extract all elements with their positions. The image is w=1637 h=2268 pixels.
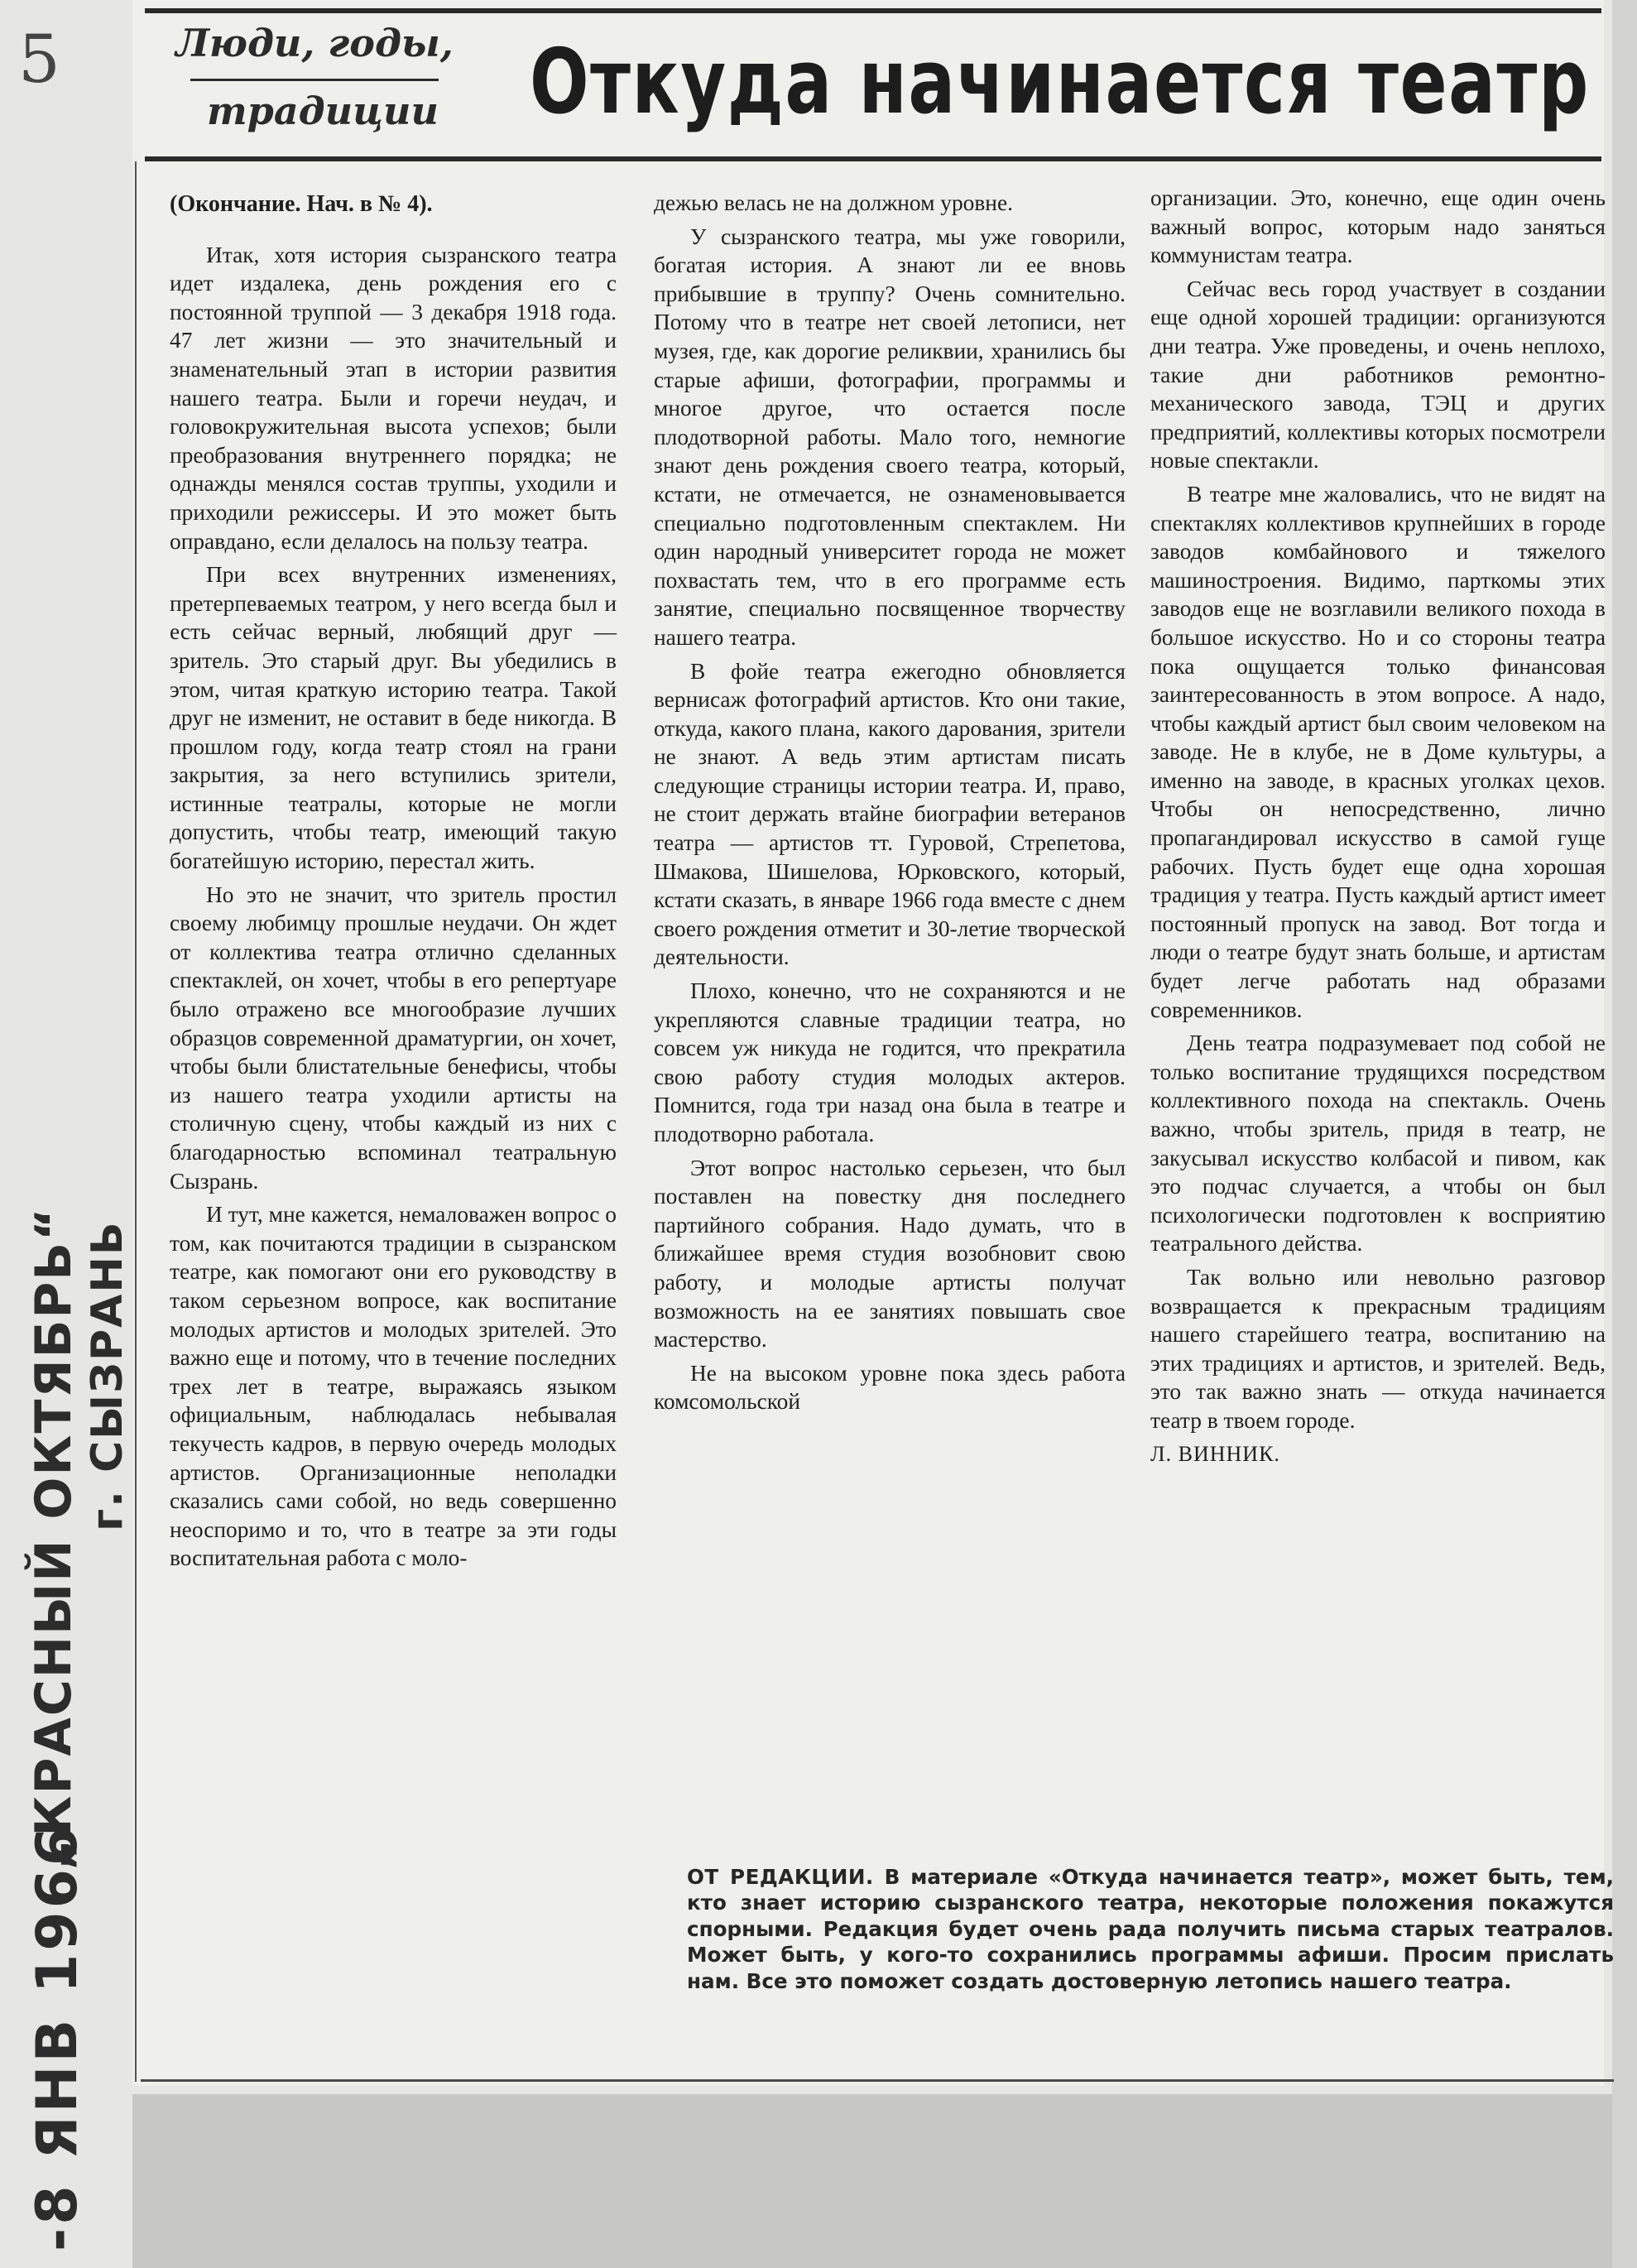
paragraph: Итак, хотя история сызранского театра идет издалека, день рождения его с постоянной труппой — 3 декабря 1918 года. 47 лет жизни — это значительный и знаменательный этап в истории развития нашего театра. Были и горечи неудач, и головокружительная высота успехов; были преобразования внутреннего порядка; не однажды менялся состав труппы, уходили и приходили режиссеры. И это может быть оправдано, если делалось на пользу театра. — [170, 242, 617, 554]
article-column-1 — [170, 190, 617, 1573]
paragraph: Этот вопрос настолько серьезен, что был поставлен на повестку дня последнего партийного собрания. Надо думать, что в ближайшее время студия возобновит свою работу, и молодые артисты получат возможность на ее занятиях повышать свое мастерство. — [654, 1155, 1126, 1353]
rubric-line-2: традиции — [207, 89, 439, 133]
paragraph: И тут, мне кажется, немаловажен вопрос о том, как почитаются традиции в сызранском театре, как помогают они его руководству в таком серьезном вопросе, как воспитание молодых артистов и молодых зрителей. Это важно еще и потому, что в течение последних трех лет в театре, выражаясь языком официальным, наблюдалась небывалая текучесть кадров, в первую очередь молодых артистов. Организационные неполадки сказались сами собой, но ведь совершенно неоспоримо и то, что в театре за эти годы воспитательная работа с моло- — [170, 1202, 617, 1571]
paragraph: Плохо, конечно, что не сохраняются и не укрепляются славные традиции театра, но совсем уж никуда не годится, что прекратила свою работу студия молодых актеров. Помнится, года три назад она была в театре и плодотворно работала. — [654, 978, 1126, 1146]
stamp-newspaper-name: „КРАСНЫЙ ОКТЯБРЬ“ — [25, 1206, 83, 1871]
editorial-text: В материале «Откуда начинается театр», может быть, тем, кто знает историю сызранского театра, некоторые положения покажутся спорными. Редакция будет очень рада получить письма старых театралов. Может быть, у кого-то сохранились программы афиши. Просим прислать нам. Все это поможет создать достоверную летопись нашего театра. — [687, 1865, 1615, 1993]
continuation-note: (Окончание. Нач. в № 4). — [170, 191, 433, 217]
author-signature: Л. ВИННИК. — [1150, 1441, 1280, 1466]
article-column-3 — [1150, 184, 1606, 1468]
article-column-2 — [654, 189, 1126, 1416]
editorial-note — [687, 1864, 1614, 1994]
stamp-city: г. СЫЗРАНЬ — [83, 1220, 132, 1531]
paragraph: День театра подразумевает под собой не только воспитание трудящихся посредством коллективного похода на спектакль. Очень важно, чтобы зритель, придя в театр, не закусывал искусство колбасой и пивом, как это подчас случается, а чтобы он был психологически подготовлен к восприятию театрального действа. — [1150, 1031, 1606, 1257]
article-headline: Откуда начинается театр — [530, 31, 1590, 134]
section-rubric — [174, 12, 455, 153]
paragraph: При всех внутренних изменениях, претерпеваемых театром, у него всегда был и есть сейчас верный, любящий друг — зритель. Это старый друг. Вы убедились в этом, читая краткую историю театра. Такой друг не изменит, не оставит в беде никогда. В прошлом году, когда театр стоял на грани закрытия, за него вступились зрители, истинные театралы, которые не могли допустить, чтобы театр, имеющий такую богатейшую историю, перестал жить. — [170, 562, 617, 874]
paragraph: В театре мне жаловались, что не видят на спектаклях коллективов крупнейших в городе заводов комбайнового и тяжелого машиностроения. Видимо, парткомы этих заводов еще не возглавили великого похода в большое искусство. Но и со стороны театра пока ощущается только финансовая заинтересованность в этом вопросе. А надо, чтобы каждый артист был своим человеком на заводе. Не в клубе, не в Доме культуры, а именно на заводе, в красных уголках цехов. Чтобы он непосредственно, лично пропагандировал искусство в самой гуще рабочих. Пусть будет еще одна хорошая традиция у театра. Пусть каждый артист имеет постоянный пропуск на завод. Вот тогда и люди о театре будут знать больше, и артистам будет легче работать над образами современников. — [1150, 481, 1606, 1022]
bottom-rule — [141, 2079, 1614, 2082]
archive-stamp — [8, 1175, 132, 2251]
stamp-date: -8 ЯНВ 1966 — [25, 1823, 90, 2251]
scan-right-margin — [1612, 0, 1637, 2268]
paragraph: Но это не значит, что зритель простил своему любимцу прошлые неудачи. Он ждет от коллектива театра отлично сделанных спектаклей, он хочет, чтобы в его репертуаре было отражено все многообразие лучших образцов современной драматургии, он хочет, чтобы были блистательные бенефисы, чтобы из нашего театра уходили артисты на столичную сцену, чтобы каждый из них с благодарностью вспоминал театральную Сызрань. — [170, 882, 617, 1194]
scan-bottom-margin — [132, 2094, 1637, 2268]
editorial-lead: ОТ РЕДАКЦИИ. — [687, 1865, 874, 1889]
paragraph: Сейчас весь город участвует в создании еще одной хорошей традиции: организуются дни театра. Уже проведены, и очень неплохо, такие дни работников ремонтно-механического завода, ТЭЦ и других предприятий, коллективы которых посмотрели новые спектакли. — [1150, 276, 1606, 473]
rubric-divider — [190, 79, 439, 81]
paragraph: дежью велась не на должном уровне. — [654, 190, 1013, 215]
paragraph: У сызранского театра, мы уже говорили, богатая история. А знают ли ее вновь прибывшие в труппу? Очень сомнительно. Потому что в театре нет своей летописи, нет музея, где, как дорогие реликвии, хранились бы старые афиши, фотографии, программы и многое другое, что остается после плодотворной работы. Мало того, немногие знают день рождения своего театра, который, кстати, не отмечается, не ознаменовывается специально подготовленным спектаклем. Ни один народный университет города не может похвастать тем, что в его программе есть занятие, специально посвященное творчеству нашего театра. — [654, 223, 1126, 650]
paragraph: организации. Это, конечно, еще один очень важный вопрос, которым надо заняться коммунистам театра. — [1150, 185, 1606, 268]
paragraph: Не на высоком уровне пока здесь работа комсомольской — [654, 1360, 1126, 1415]
paragraph: В фойе театра ежегодно обновляется вернисаж фотографий артистов. Кто они такие, откуда, какого плана, какого дарования, зрители не знают. А ведь этим артистам писать следующие страницы истории театра. И, право, не стоит держать втайне биографии ветеранов театра — артистов тт. Гуровой, Стрепетова, Шмакова, Шишелова, Юрковского, который, кстати сказать, в январе 1966 года вместе с днем своего рождения отметит и 30-летие творческой деятельности. — [654, 658, 1126, 970]
rubric-line-1: Люди, годы, — [175, 21, 454, 65]
handwritten-margin-mark: 5 — [18, 21, 60, 98]
paragraph: Так вольно или невольно разговор возвращается к прекрасным традициям нашего старейшего театра, воспитанию на этих традициях и артистов, и зрителей. Ведь, это так важно знать — откуда начинается театр в твоем городе. — [1150, 1264, 1606, 1433]
left-column-rule — [135, 161, 137, 2082]
